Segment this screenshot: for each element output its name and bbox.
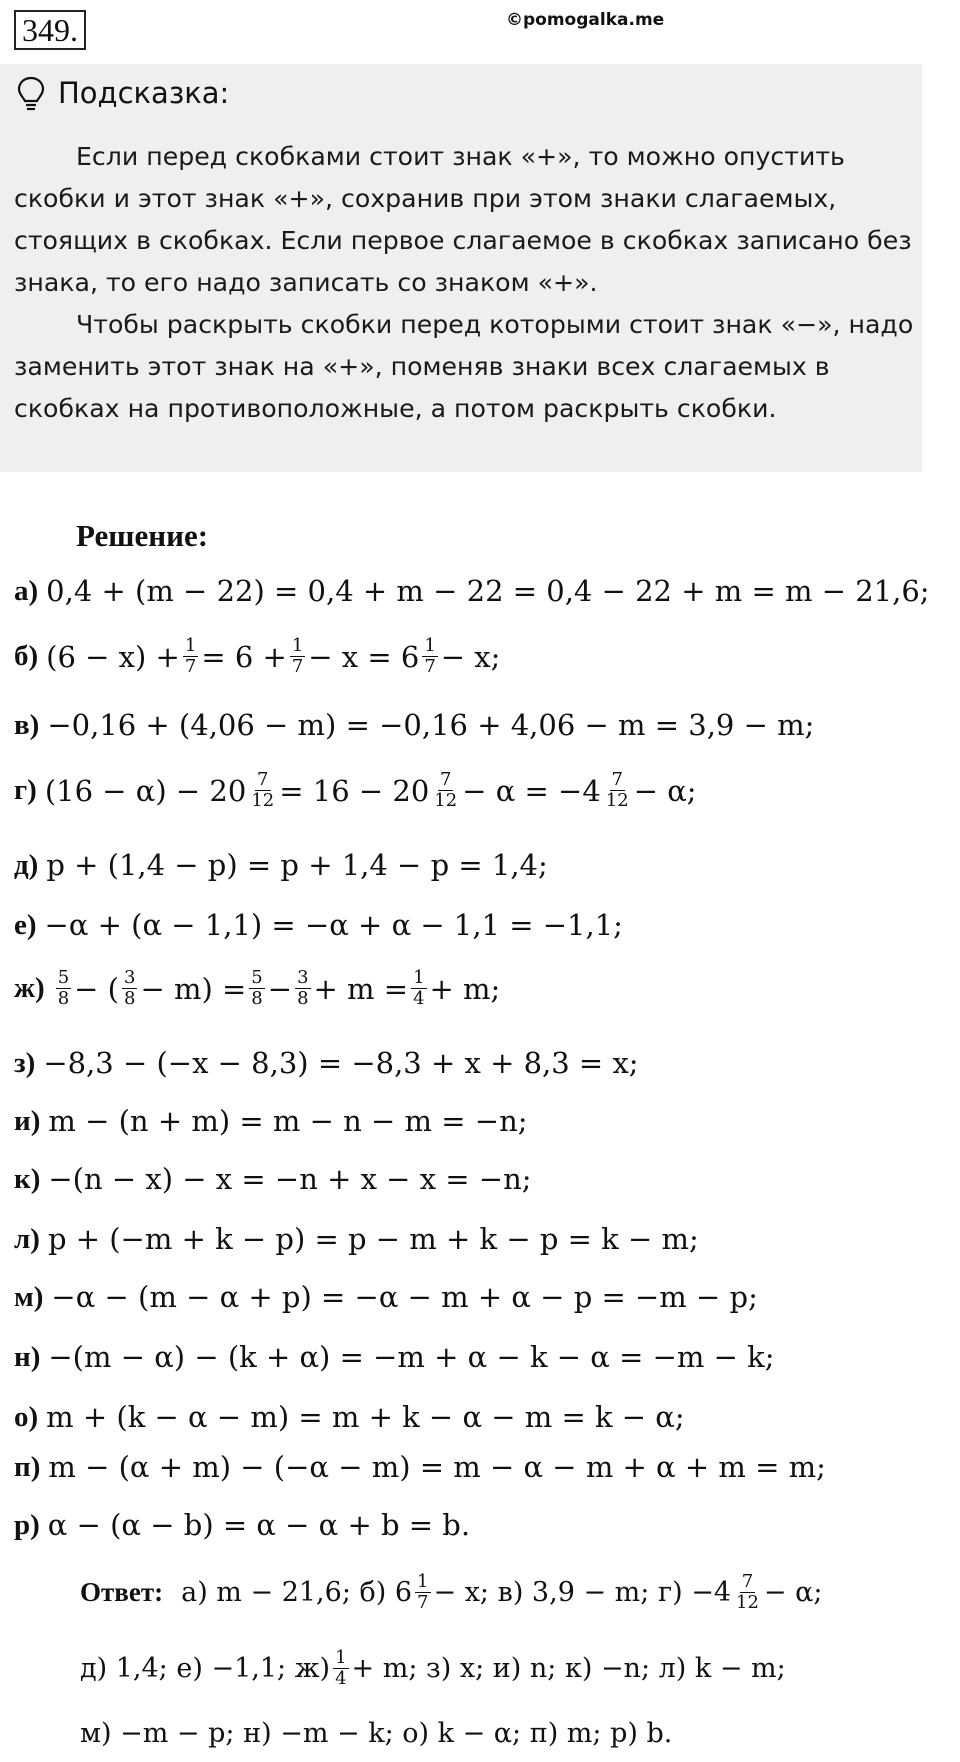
expression-part: − α;: [633, 773, 697, 808]
item-label: е): [14, 908, 37, 941]
item-label: а): [14, 574, 39, 607]
fraction: $\frac{5}{8}$: [57, 967, 70, 1009]
solution-line-g: [14, 770, 697, 811]
item-label: р): [14, 1508, 40, 1541]
answer-part: д) 1,4; е) −1,1; ж): [80, 1653, 331, 1684]
item-label: п): [14, 1450, 41, 1483]
expression: α − (α − b) = α − α + b = b.: [47, 1508, 471, 1542]
expression-part: − x = 6: [308, 639, 420, 674]
fraction: $\frac{1}{7}$: [184, 635, 197, 677]
hint-title: Подсказка:: [58, 76, 230, 110]
expression: −8,3 − (−x − 8,3) = −8,3 + x + 8,3 = x;: [43, 1046, 639, 1080]
expression-part: − m) =: [140, 971, 247, 1006]
answer-part: м) −m − p; н) −m − k; о) k − α; п) m; р) b.: [80, 1718, 673, 1749]
expression-part: −: [267, 971, 293, 1006]
expression-part: + m;: [429, 971, 501, 1006]
solution-line-zh: [14, 968, 500, 1009]
item-label: к): [14, 1162, 41, 1195]
fraction: $\frac{7}{12}$: [605, 769, 629, 811]
solution-line-i: [14, 1104, 528, 1138]
solution-line-z: [14, 1046, 639, 1080]
expression-part: − (: [74, 971, 119, 1006]
expression: m − (n + m) = m − n − m = −n;: [48, 1104, 528, 1138]
solution-line-e: [14, 908, 623, 942]
solution-line-b: [14, 636, 500, 677]
solution-line-m: [14, 1280, 758, 1314]
solution-title: Решение:: [76, 518, 209, 553]
answer-part: − x; в) 3,9 − m; г) −4: [433, 1577, 732, 1608]
solution-line-v: [14, 708, 814, 742]
solution-line-o: [14, 1400, 685, 1434]
answer-line-3: [80, 1718, 672, 1749]
expression: −0,16 + (4,06 − m) = −0,16 + 4,06 − m = 3,9 − m;: [47, 708, 815, 742]
item-label: ж): [14, 972, 45, 1004]
expression-part: + m =: [313, 971, 409, 1006]
hint-text: [14, 136, 914, 430]
solution-line-p: [14, 1450, 826, 1484]
answer-part: а) m − 21,6; б) 6: [181, 1577, 413, 1608]
solution-line-n: [14, 1340, 774, 1374]
fraction: $\frac{1}{7}$: [291, 635, 304, 677]
item-label: л): [14, 1222, 40, 1255]
expression-part: (16 − α) − 20: [44, 773, 247, 808]
fraction: $\frac{3}{8}$: [297, 967, 309, 1009]
expression-part: = 6 +: [201, 639, 287, 674]
copyright-text: ©pomogalka.me: [506, 10, 665, 30]
solution-line-l: [14, 1222, 699, 1256]
expression: p + (1,4 − p) = p + 1,4 − p = 1,4;: [46, 848, 548, 882]
hint-paragraph-2: Чтобы раскрыть скобки перед которыми стоит знак «−», надо заменить этот знак на «+», поменяв знаки всех слагаемых в скобках на противоположные, а потом раскрыть скобки.: [14, 310, 914, 423]
fraction: $\frac{1}{7}$: [424, 635, 436, 677]
expression: 0,4 + (m − 22) = 0,4 + m − 22 = 0,4 − 22 + m = m − 21,6;: [46, 574, 930, 608]
fraction: $\frac{7}{12}$: [251, 769, 275, 811]
answer-part: + m; з) x; и) n; к) −n; л) k − m;: [351, 1653, 786, 1684]
fraction: $\frac{7}{12}$: [434, 769, 458, 811]
answer-label: Ответ:: [80, 1577, 164, 1607]
fraction: $\frac{1}{4}$: [413, 967, 425, 1009]
item-label: з): [14, 1046, 36, 1079]
expression: −α + (α − 1,1) = −α + α − 1,1 = −1,1;: [44, 908, 623, 942]
item-label: м): [14, 1280, 44, 1313]
fraction: $\frac{7}{12}$: [736, 1571, 759, 1613]
item-label: б): [14, 640, 39, 672]
answer-part: − α;: [763, 1577, 823, 1608]
expression: −(m − α) − (k + α) = −m + α − k − α = −m − k;: [48, 1340, 775, 1374]
fraction: $\frac{5}{8}$: [251, 967, 263, 1009]
exercise-number: 349.: [14, 10, 86, 50]
answer-line-2: [80, 1648, 786, 1689]
item-label: н): [14, 1340, 41, 1373]
fraction: $\frac{1}{7}$: [417, 1571, 429, 1613]
lightbulb-icon: [16, 76, 46, 112]
expression-part: (6 − x) +: [46, 639, 180, 674]
hint-paragraph-1: Если перед скобками стоит знак «+», то можно опустить скобки и этот знак «+», сохранив при этом знаки слагаемых, стоящих в скобках. Если первое слагаемое в скобках записано без знака, то его надо записать со знаком «+».: [14, 142, 912, 297]
expression-part: − x;: [440, 639, 501, 674]
fraction: $\frac{3}{8}$: [123, 967, 136, 1009]
answer-line-1: [80, 1572, 822, 1613]
expression-part: = 16 − 20: [279, 773, 430, 808]
expression: p + (−m + k − p) = p − m + k − p = k − m;: [47, 1222, 699, 1256]
expression: m + (k − α − m) = m + k − α − m = k − α;: [46, 1400, 685, 1434]
item-label: г): [14, 774, 37, 806]
fraction: $\frac{1}{4}$: [335, 1647, 347, 1689]
item-label: и): [14, 1104, 41, 1137]
expression: m − (α + m) − (−α − m) = m − α − m + α + m = m;: [48, 1450, 826, 1484]
expression-part: − α = −4: [462, 773, 601, 808]
item-label: о): [14, 1400, 39, 1433]
solution-line-d: [14, 848, 548, 882]
solution-line-k: [14, 1162, 532, 1196]
item-label: д): [14, 848, 39, 881]
expression: −(n − x) − x = −n + x − x = −n;: [48, 1162, 532, 1196]
item-label: в): [14, 708, 40, 741]
expression: −α − (m − α + p) = −α − m + α − p = −m − p;: [51, 1280, 758, 1314]
solution-line-a: [14, 574, 930, 608]
solution-line-r: [14, 1508, 470, 1542]
